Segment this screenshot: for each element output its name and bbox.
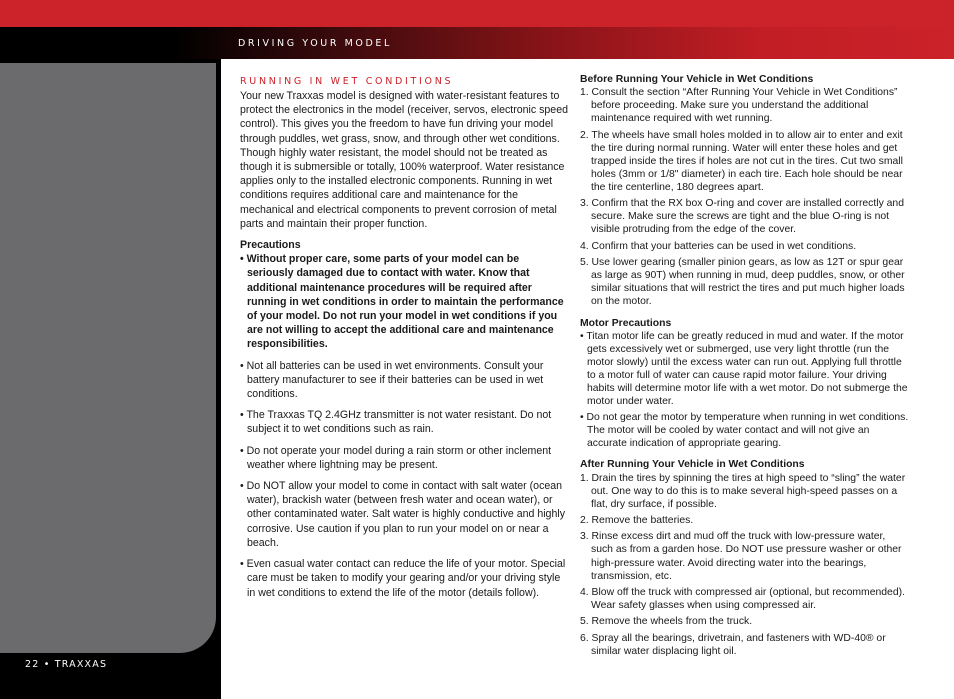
list-item: 2. The wheels have small holes molded in to allow air to enter and exit the tire during normal running. Water will enter these holes and get trapped inside the tires if holes are not cut in the tires. Cut two small holes (3mm or 1/8" diameter) in each tire. Each hole should be near the tire centerline, 180 degrees apart.	[580, 129, 903, 193]
before-running-heading: Before Running Your Vehicle in Wet Conditions	[580, 74, 814, 85]
list-item: 4. Confirm that your batteries can be used in wet conditions.	[580, 240, 857, 252]
list-item: 1. Consult the section “After Running Your Vehicle in Wet Conditions” before proceeding. Make sure you understand the additional maintenance required with wet running.	[580, 87, 898, 125]
precautions-heading: Precautions	[240, 239, 301, 252]
header-title: DRIVING YOUR MODEL	[238, 38, 392, 49]
after-running-heading: After Running Your Vehicle in Wet Conditions	[580, 459, 805, 471]
left-column	[240, 76, 568, 607]
precaution-item: • Do not operate your model during a rain storm or other inclement weather where lightning may be present.	[240, 444, 552, 471]
header-band	[0, 27, 954, 59]
precaution-item: • Even casual water contact can reduce the life of your motor. Special care must be taken to modify your gearing and/or your driving style in wet conditions to extend the life of the motor (details follow).	[240, 558, 566, 599]
list-item: 6. Spray all the bearings, drivetrain, and fasteners with WD-40® or similar water displacing light oil.	[580, 632, 886, 657]
precaution-item: • Without proper care, some parts of your model can be seriously damaged due to contact with water. Know that additional maintenance procedures will be required after running in wet conditions in order to maintain the performance of your model. Do not run your model in wet conditions if you are not willing to accept the additional care and maintenance responsibilities.	[240, 253, 564, 351]
right-column	[580, 73, 910, 661]
list-item: 2. Remove the batteries.	[580, 515, 694, 527]
before-running-steps	[580, 86, 910, 308]
after-running-steps	[580, 472, 910, 658]
motor-precaution-item: • Do not gear the motor by temperature when running in wet conditions. The motor will be cooled by water contact and will not give an accurate indication of appropriate gearing.	[580, 412, 909, 450]
motor-precautions-heading: Motor Precautions	[580, 317, 672, 329]
section-title: RUNNING IN WET CONDITIONS	[240, 76, 454, 87]
list-item: 5. Use lower gearing (smaller pinion gears, as low as 12T or spur gear as large as 90T) when running in mud, deep puddles, snow, or other similar situations that will restrict the tires and put much higher loads on the motor.	[580, 256, 905, 308]
list-item: 3. Confirm that the RX box O-ring and cover are installed correctly and secure. Make sure the screws are tight and the blue O-ring is not visible protruding from the edge of the cover.	[580, 198, 904, 236]
intro-paragraph: Your new Traxxas model is designed with water-resistant features to protect the electronics in the model (receiver, servos, electronic speed control). This gives you the freedom to have fun driving your model through puddles, wet grass, snow, and through other wet conditions. Though highly water resistant, the model should not be treated as though it is submersible or totally, 100% waterproof. Water resistance applies only to the installed electronic components. Running in wet conditions requires additional care and maintenance for the mechanical and electrical components to prevent corrosion of metal parts and maintain their proper function.	[240, 90, 568, 230]
motor-precaution-item: • Titan motor life can be greatly reduced in mud and water. If the motor gets excessively wet or submerged, use very light throttle (run the motor slowly) until the excess water can run out. Applying full throttle to a motor full of water can cause rapid motor failure. Your driving habits will determine motor life with a wet motor. Do not submerge the motor under water.	[580, 330, 908, 408]
precaution-item: • Not all batteries can be used in wet environments. Consult your battery manufacturer to see if their batteries can be used in wet conditions.	[240, 359, 544, 401]
left-margin-panel	[0, 63, 216, 653]
precaution-item: • Do NOT allow your model to come in contact with salt water (ocean water), brackish water (between fresh water and ocean water), or other contaminated water. Salt water is highly conductive and highly corrosive. Use caution if you plan to run your model on or near a beach.	[240, 480, 565, 549]
page-number: 22 • TRAXXAS	[25, 659, 108, 670]
list-item: 4. Blow off the truck with compressed air (optional, but recommended). Wear safety glasses when using compressed air.	[580, 586, 905, 611]
precaution-item: • The Traxxas TQ 2.4GHz transmitter is not water resistant. Do not subject it to wet conditions such as rain.	[240, 409, 552, 436]
top-red-bar	[0, 0, 954, 27]
list-item: 5. Remove the wheels from the truck.	[580, 616, 753, 628]
list-item: 1. Drain the tires by spinning the tires at high speed to “sling” the water out. One way to do this is to make several high-speed passes on a flat, dry surface, if possible.	[580, 472, 906, 510]
list-item: 3. Rinse excess dirt and mud off the truck with low-pressure water, such as from a garden hose. Do NOT use pressure washer or other high-pressure water. Avoid directing water into the bearings, transmission, etc.	[580, 531, 902, 582]
